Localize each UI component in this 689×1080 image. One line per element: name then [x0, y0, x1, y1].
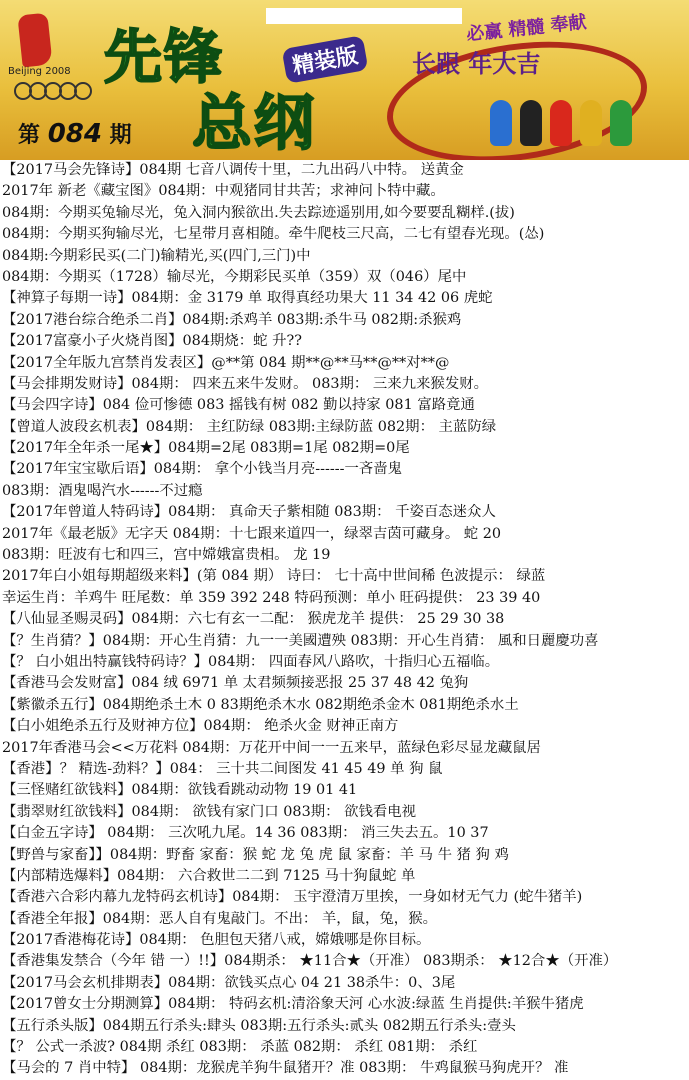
prediction-line: 2017年白小姐每期超级来料】(第 084 期） 诗曰： 七十高中世间稀 色波提示： 绿蓝: [2, 568, 546, 585]
prediction-line: 【2017马会玄机排期表】084期：欲钱买点心 04 21 38杀牛：0、3尾: [2, 974, 456, 991]
prediction-list: [0, 160, 689, 1080]
prediction-line: 【五行杀头版】084期五行杀头:肆头 083期:五行杀头:贰头 082期五行杀头:壹头: [2, 1017, 516, 1034]
olympic-rings-icon: [14, 82, 89, 100]
title-line2: 总纲: [192, 89, 316, 159]
prediction-line: 【紫徽杀五行】084期绝杀土木 0 83期绝杀木水 082期绝杀金木 081期绝杀水土: [2, 696, 519, 713]
mascot-4: [580, 100, 602, 146]
prediction-line: 【三怪赌红欲钱料】084期：欲钱看跳动动物 19 01 41: [2, 782, 358, 799]
prediction-line: 【2017港台综合绝杀二肖】084期:杀鸡羊 083期:杀牛马 082期:杀猴鸡: [2, 311, 462, 328]
title-line1: 先锋: [104, 23, 225, 91]
prediction-line: 【野兽与家畜】】084期：野畜 家畜：猴 蛇 龙 兔 虎 鼠 家畜：羊 马 牛 猪 狗 鸡: [2, 846, 509, 863]
mascot-2: [520, 100, 542, 146]
prediction-line: 【马会四字诗】084 俭可惨德 083 摇钱有树 082 勤以持家 081 富路竟通: [2, 397, 475, 414]
issue-suffix: 期: [109, 123, 132, 148]
prediction-line: 【八仙显圣赐灵码】084期：六七有玄一二配： 猴虎龙羊 提供： 25 29 30 38: [2, 611, 505, 628]
prediction-line: 084期：今期买狗输尽光，七星带月喜相随。牵牛爬枝三尺高，二七有望春光现。(怂): [2, 226, 545, 243]
prediction-line: 2017年 新老《藏宝图》084期：中观猪同甘共苦；求神问卜特中藏。: [2, 183, 445, 200]
prediction-line: 2017年香港马会<<万花料 084期：万花开中间一一五来早，蓝绿色彩尽显龙藏鼠居: [2, 739, 541, 756]
prediction-line: 【马会的 7 肖中特】 084期：龙猴虎羊狗牛鼠猪开？准 083期： 牛鸡鼠猴马狗虎开？ 准: [2, 1060, 569, 1077]
issue-label: [18, 118, 132, 149]
prediction-line: 083期：旺波有七和四三，宫中嫦娥富贵相。 龙 19: [2, 547, 331, 564]
slogan: 必赢 精髓 奉献: [465, 11, 588, 46]
prediction-line: 【2017马会先锋诗】084期 七音八调传十里，二九出码八中特。 送黄金: [2, 162, 464, 178]
prediction-line: 084期：今期买（1728）输尽光，今期彩民买单（359）双（046）尾中: [2, 268, 467, 285]
prediction-line: 083期：酒鬼喝汽水------不过瘾: [2, 482, 203, 499]
prediction-line: 【神算子每期一诗】084期：金 3179 单 取得真经功果大 11 34 42 06 虎蛇: [2, 290, 493, 307]
prediction-line: 【翡翠财红欲钱料】084期： 欲钱有家门口 083期： 欲钱看电视: [2, 803, 417, 820]
prediction-line: 【2017富豪小子火烧肖图】084期烧：蛇 升??: [2, 333, 302, 350]
prediction-line: 【曾道人波段玄机表】084期： 主红防绿 083期:主绿防蓝 082期： 主蓝防绿: [2, 418, 497, 435]
issue-number: 084: [47, 119, 102, 149]
prediction-line: 【2017年曾道人特码诗】084期： 真命天子紫相随 083期： 千姿百态迷众人: [2, 504, 496, 521]
prediction-line: 幸运生肖：羊鸡牛 旺尾数：单 359 392 248 特码预测：单小 旺码提供： 23 39 40: [2, 589, 541, 606]
prediction-line: 【2017年宝宝歇后语】084期： 拿个小钱当月亮------一吝啬鬼: [2, 461, 403, 478]
header-banner: [0, 0, 689, 160]
mascot-3: [550, 100, 572, 146]
prediction-line: 【2017年全年杀一尾★】084期=2尾 083期=1尾 082期=0尾: [2, 440, 410, 457]
prediction-line: 2017年《最老版》无字天 084期：十七跟来道四一，绿翠吉茵可藏身。 蛇 20: [2, 525, 502, 542]
olympic-emblem: [17, 13, 52, 68]
edition-badge: 精装版: [282, 35, 369, 84]
prediction-line: 【？ 白小姐出特赢钱特码诗？】084期： 四面春风八路吹，十指归心五福临。: [2, 653, 500, 670]
prediction-line: 084期:今期彩民买(二门)输精光,买(四门,三门)中: [2, 247, 311, 264]
prediction-line: 【香港集发禁合（今年 错 一）!!】084期杀： ★11合★（开准） 083期杀： ★12合★（开准）: [2, 953, 618, 970]
top-white-strip: [266, 8, 462, 24]
prediction-line: 【内部精选爆料】084期： 六合救世二二到 7125 马十狗鼠蛇 单: [2, 867, 416, 884]
prediction-line: 【白小姐绝杀五行及财神方位】084期： 绝杀火金 财神正南方: [2, 718, 399, 735]
prediction-line: 【2017曾女士分期测算】084期： 特码玄机:清浴象天河 心水波:绿蓝 生肖提供:羊猴牛猪虎: [2, 996, 584, 1013]
prediction-line: 【白金五字诗】 084期： 三次吼九尾。14 36 083期： 消三失去五。10 37: [2, 825, 489, 842]
prediction-line: 【？生肖猜？】084期：开心生肖猜：九一一美國遭殃 083期：开心生肖猜： 風和日麗慶功喜: [2, 632, 599, 649]
prediction-line: 【香港】？ 精选-劲料？】084： 三十共二间图发 41 45 49 单 狗 鼠: [2, 760, 443, 777]
prediction-line: 【香港马会发财富】084 绒 6971 单 太君频频接恶报 25 37 48 42 兔狗: [2, 675, 469, 692]
prediction-line: 【2017全年版九宫禁肖发表区】@**第 084 期**@**马**@**对**@: [2, 354, 450, 371]
prediction-line: 【2017香港梅花诗】084期： 色胆包天猪八戒，嫦娥哪是你目标。: [2, 932, 431, 949]
mascot-5: [610, 100, 632, 146]
olympic-text: Beijing 2008: [8, 66, 71, 77]
prediction-line: 084期：今期买兔输尽光，兔入洞内猴欲出.失去踪迹遥别用,如今要要乱糊样.(拔): [2, 204, 515, 221]
prediction-line: 【马会排期发财诗】084期： 四来五来牛发财。 083期： 三来九来猴发财。: [2, 375, 488, 392]
prediction-line: 【香港全年报】084期：恶人自有鬼敲门。不出： 羊，鼠，兔，猴。: [2, 910, 437, 927]
prediction-line: 【？ 公式一杀波? 084期 杀红 083期： 杀蓝 082期： 杀红 081期： 杀红: [2, 1039, 478, 1056]
prediction-line: 【香港六合彩内幕九龙特码玄机诗】084期： 玉宇澄清万里挨，一身如材无气力 (蛇牛猪羊): [2, 889, 583, 906]
mascot-1: [490, 100, 512, 146]
issue-prefix: 第: [18, 123, 41, 148]
calligraphy: 长跟 年大吉: [412, 50, 541, 78]
